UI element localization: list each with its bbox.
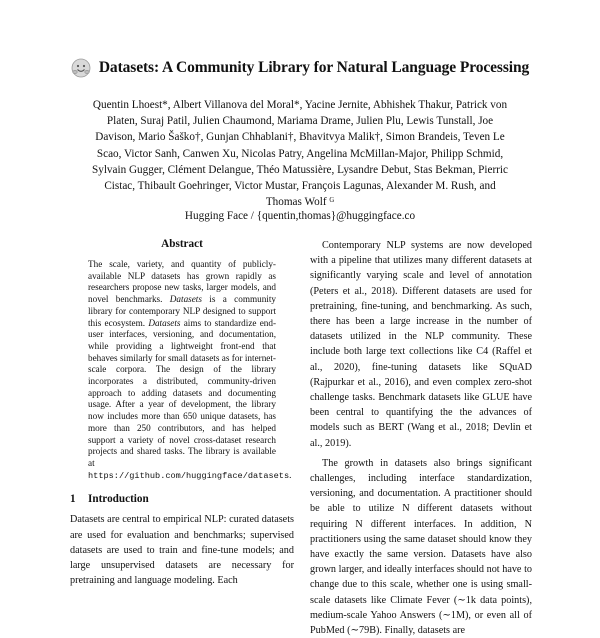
body-paragraph-1: Contemporary NLP systems are now developed with a pipeline that utilizes many different datasets at significantly varying scale and level of annotation (Peters et al., 2018). Different datasets are used for pretraining, fine-tuning, and benchmarking. As such, there has been a large increase in the number of datasets utilized in the NLP community. These include both large text collections like C4 (Raffel et al., 2020), fine-tuning datasets like SQuAD (Rajpurkar et al., 2016), and even complex zero-shot challenge tasks. Benchmark datasets like GLUE have been central to quantifying the the advances of models such as BERT (Wang et al., 2018; Devlin et al., 2019). [310, 240, 532, 449]
abstract-sentence-3: aims to standardize end-user interfaces, versioning, and documentation, while providing a lightweight front-end that behaves similarly for small datasets as for internet-scale corpora. The design of the library incorporates a distributed, community-driven approach to adding datasets and documenting usage. After a year of development, the library now includes more than 650 unique datasets, has more than 250 contributors, and has helped support a variety of novel cross-dataset research projects and shared tasks. The library is available at [88, 317, 277, 468]
affiliation: Hugging Face / {quentin,thomas}@huggingface.co [184, 210, 416, 222]
right-column [310, 238, 532, 638]
github-link[interactable]: https://github.com/huggingface/datasets [88, 470, 290, 481]
body-paragraph-2: The growth in datasets also brings significant challenges, including interface standardization, versioning, and documentation. A practitioner should be able to utilize N different datasets without requiring N different interfaces. In addition, N practitioners using the same dataset should know they have exactly the same version. Datasets have also grown larger, and ideally interfaces should not have to change due to this scale, whether one is using small-scale datasets like Climate Fever (∼1k data points), medium-scale Yahoo Answers (∼1M), or even all of PubMed (∼79B). Finally, datasets are [310, 457, 532, 637]
paper-title: Datasets: A Community Library for Natural Language Processing [98, 59, 530, 76]
section-heading [70, 493, 294, 505]
library-name: Datasets [148, 317, 181, 328]
title-block [0, 58, 600, 78]
author-list: Quentin Lhoest*, Albert Villanova del Moral*, Yacine Jernite, Abhishek Thakur, Patrick von Platen, Suraj Patil, Julien Chaumond, Mariama Drame, Julien Plu, Lewis Tunstall, Joe Davison, Mario Šaško†, Gunjan Chhablani†, Bhavitvya Malik†, Simon Brandeis, Teven Le Scao, Victor Sanh, Canwen Xu, Nicolas Patry, Angelina McMillan-Major, Philipp Schmid, Sylvain Gugger, Clément Delangue, Théo Matussière, Lysandre Debut, Stas Bekman, Pierric Cistac, Thibault Goehringer, Victor Mustar, François Lagunas, Alexander M. Rush, and Thomas Wolf ᴳ [92, 99, 508, 209]
left-column [70, 238, 294, 588]
hugging-face-icon [71, 58, 91, 78]
section-number: 1 [70, 493, 76, 506]
abstract-sentence-2: is a community library for contemporary NLP designed to support this ecosystem. [88, 294, 276, 328]
abstract-end: . [289, 469, 292, 480]
library-name: Datasets [169, 294, 202, 305]
abstract-text [88, 259, 292, 482]
abstract-sentence-1: The scale, variety, and quantity of publicly-available NLP datasets has grown rapidly as researchers propose new tasks, larger models, and novel benchmarks. [88, 259, 276, 305]
section-title: Introduction [88, 493, 149, 506]
intro-paragraph: Datasets are central to empirical NLP: curated datasets are used for evaluation and benchmarks; supervised datasets are used to train and fine-tune models; and large unsupervised datasets are necessary for pretraining and language modeling. Each [70, 514, 294, 587]
abstract-heading: Abstract [161, 238, 203, 250]
